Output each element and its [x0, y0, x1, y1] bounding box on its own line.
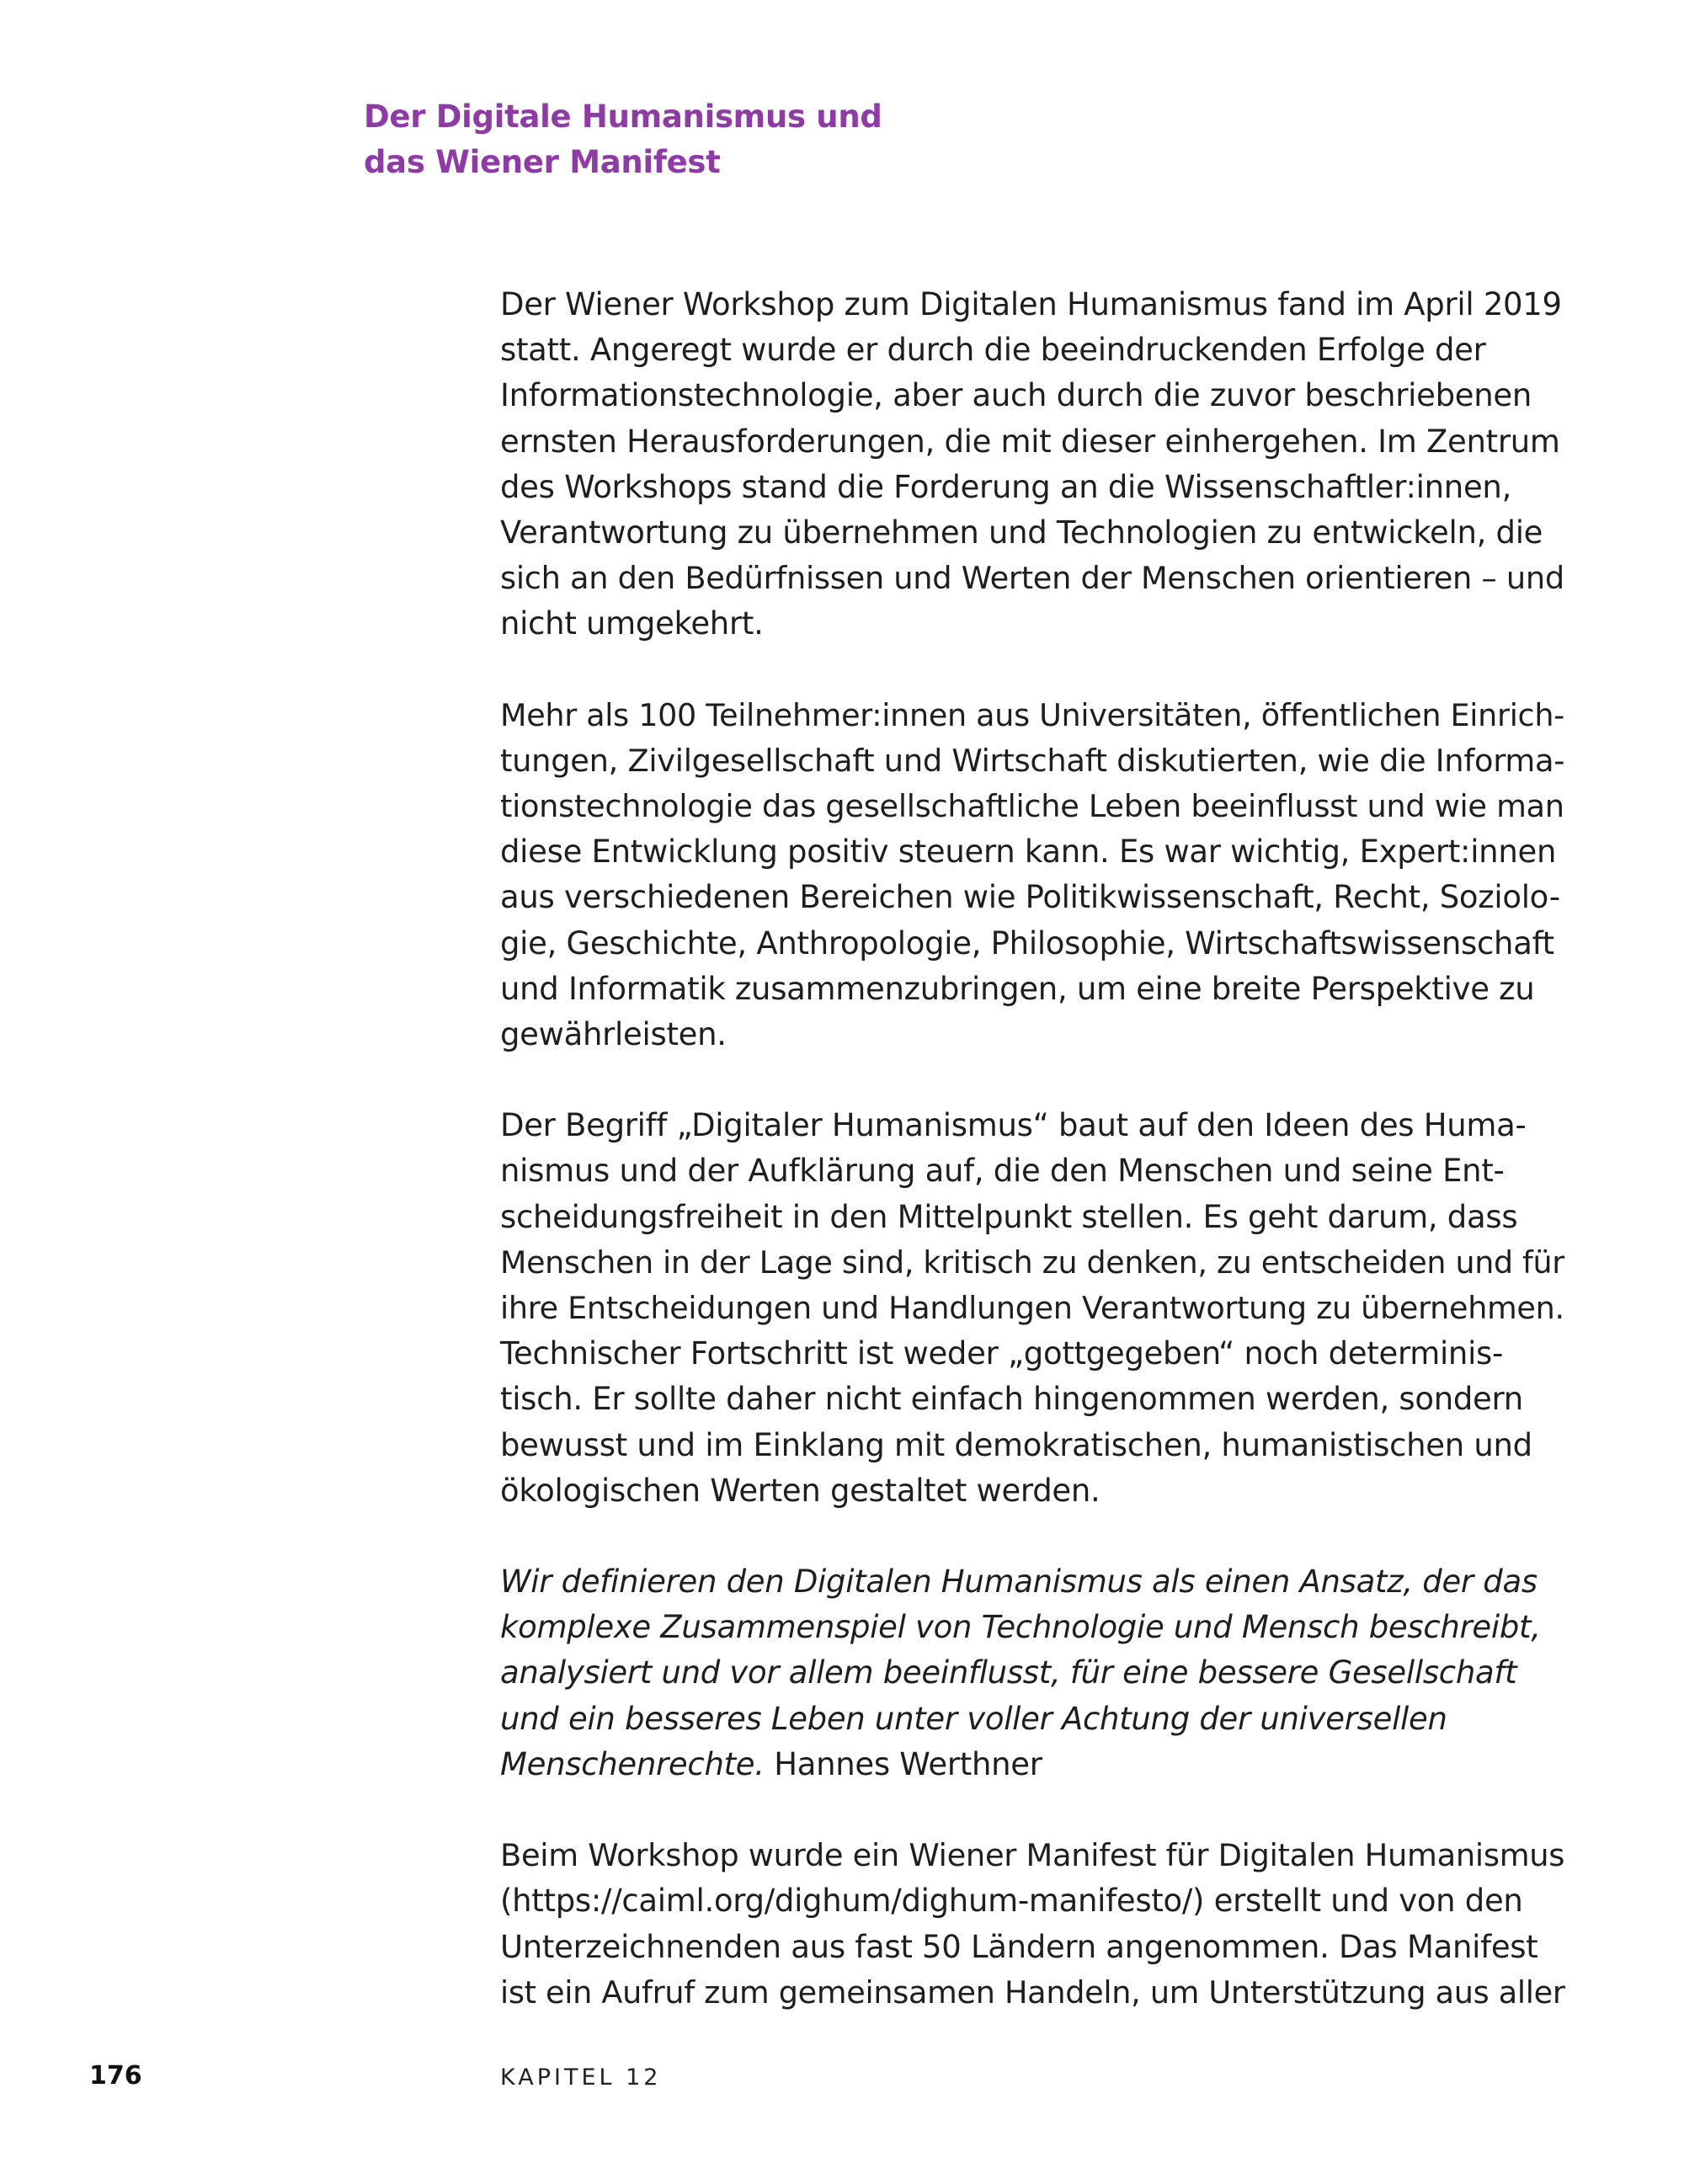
text-line: Der Wiener Workshop zum Digitalen Humanismus fand im April 2019: [500, 286, 1562, 322]
text-line: bewusst und im Einklang mit demokratischen, humanistischen und: [500, 1426, 1532, 1463]
quote-line: analysiert und vor allem beeinflusst, für eine bessere Gesellschaft: [500, 1654, 1517, 1691]
text-line: tungen, Zivilgesellschaft und Wirtschaft diskutierten, wie die Informa-: [500, 742, 1565, 779]
paragraph-manifest: [500, 1833, 1565, 2016]
text-line: tisch. Er sollte daher nicht einfach hingenommen werden, sondern: [500, 1381, 1523, 1418]
text-line: Verantwortung zu übernehmen und Technologien zu entwickeln, die: [500, 514, 1543, 551]
quote-block: [500, 1559, 1561, 1787]
quote-line: Wir definieren den Digitalen Humanismus als einen Ansatz, der das: [500, 1563, 1537, 1601]
text-line: aus verschiedenen Bereichen wie Politikwissenschaft, Recht, Soziolo-: [500, 879, 1560, 916]
text-line: nicht umgekehrt.: [500, 605, 764, 642]
text-line: gewährleisten.: [500, 1016, 727, 1053]
text-line: Informationstechnologie, aber auch durch die zuvor beschriebenen: [500, 377, 1532, 414]
page-title: [364, 94, 1374, 185]
text-line: ernsten Herausforderungen, die mit dieser einhergehen. Im Zentrum: [500, 423, 1560, 460]
text-line: Technischer Fortschritt ist weder „gottgegeben“ noch determinis-: [500, 1335, 1504, 1372]
quote-author: Hannes Werthner: [764, 1745, 1042, 1782]
text-line: statt. Angeregt wurde er durch die beeindruckenden Erfolge der: [500, 332, 1486, 369]
body-text: [500, 282, 1565, 2061]
text-line: des Workshops stand die Forderung an die Wissenschaftler:innen,: [500, 468, 1512, 505]
page-number: 176: [89, 2061, 142, 2091]
text-line: ökologischen Werten gestaltet werden.: [500, 1472, 1100, 1509]
paragraph-participants: [500, 693, 1565, 1058]
quote-text-end: Menschenrechte.: [500, 1745, 765, 1782]
text-line: Mehr als 100 Teilnehmer:innen aus Universitäten, öffentlichen Einrich-: [500, 696, 1565, 733]
title-line: Der Digitale Humanismus und: [364, 99, 882, 135]
text-line: Der Begriff „Digitaler Humanismus“ baut auf den Ideen des Huma-: [500, 1107, 1527, 1144]
quote-last-line: [500, 1742, 1561, 1787]
chapter-label: KAPITEL 12: [500, 2064, 662, 2091]
title-line: das Wiener Manifest: [364, 144, 721, 181]
paragraph-definition: [500, 1103, 1564, 1514]
text-line: scheidungsfreiheit in den Mittelpunkt stellen. Es geht darum, dass: [500, 1198, 1518, 1235]
text-line: ihre Entscheidungen und Handlungen Verantwortung zu übernehmen.: [500, 1290, 1564, 1327]
text-line: Beim Workshop wurde ein Wiener Manifest für Digitalen Humanismus: [500, 1837, 1565, 1874]
quote-line: und ein besseres Leben unter voller Achtung der universellen: [500, 1700, 1447, 1737]
text-line: gie, Geschichte, Anthropologie, Philosophie, Wirtschaftswissenschaft: [500, 924, 1554, 961]
text-line: (https://caiml.org/dighum/dighum-manifesto/) erstellt und von den: [500, 1883, 1523, 1920]
text-line: tionstechnologie das gesellschaftliche Leben beeinflusst und wie man: [500, 788, 1564, 825]
text-line: diese Entwicklung positiv steuern kann. Es war wichtig, Expert:innen: [500, 834, 1557, 871]
quote-line: komplexe Zusammenspiel von Technologie und Mensch beschreibt,: [500, 1609, 1541, 1646]
text-line: und Informatik zusammenzubringen, um eine breite Perspektive zu: [500, 970, 1535, 1007]
text-line: Unterzeichnenden aus fast 50 Ländern angenommen. Das Manifest: [500, 1928, 1538, 1965]
text-line: ist ein Aufruf zum gemeinsamen Handeln, um Unterstützung aus aller: [500, 1974, 1565, 2011]
text-line: nismus und der Aufklärung auf, die den Menschen und seine Ent-: [500, 1153, 1505, 1190]
paragraph-workshop: [500, 282, 1564, 647]
text-line: Menschen in der Lage sind, kritisch zu denken, zu entscheiden und für: [500, 1244, 1564, 1281]
text-line: sich an den Bedürfnissen und Werten der Menschen orientieren – und: [500, 560, 1564, 597]
